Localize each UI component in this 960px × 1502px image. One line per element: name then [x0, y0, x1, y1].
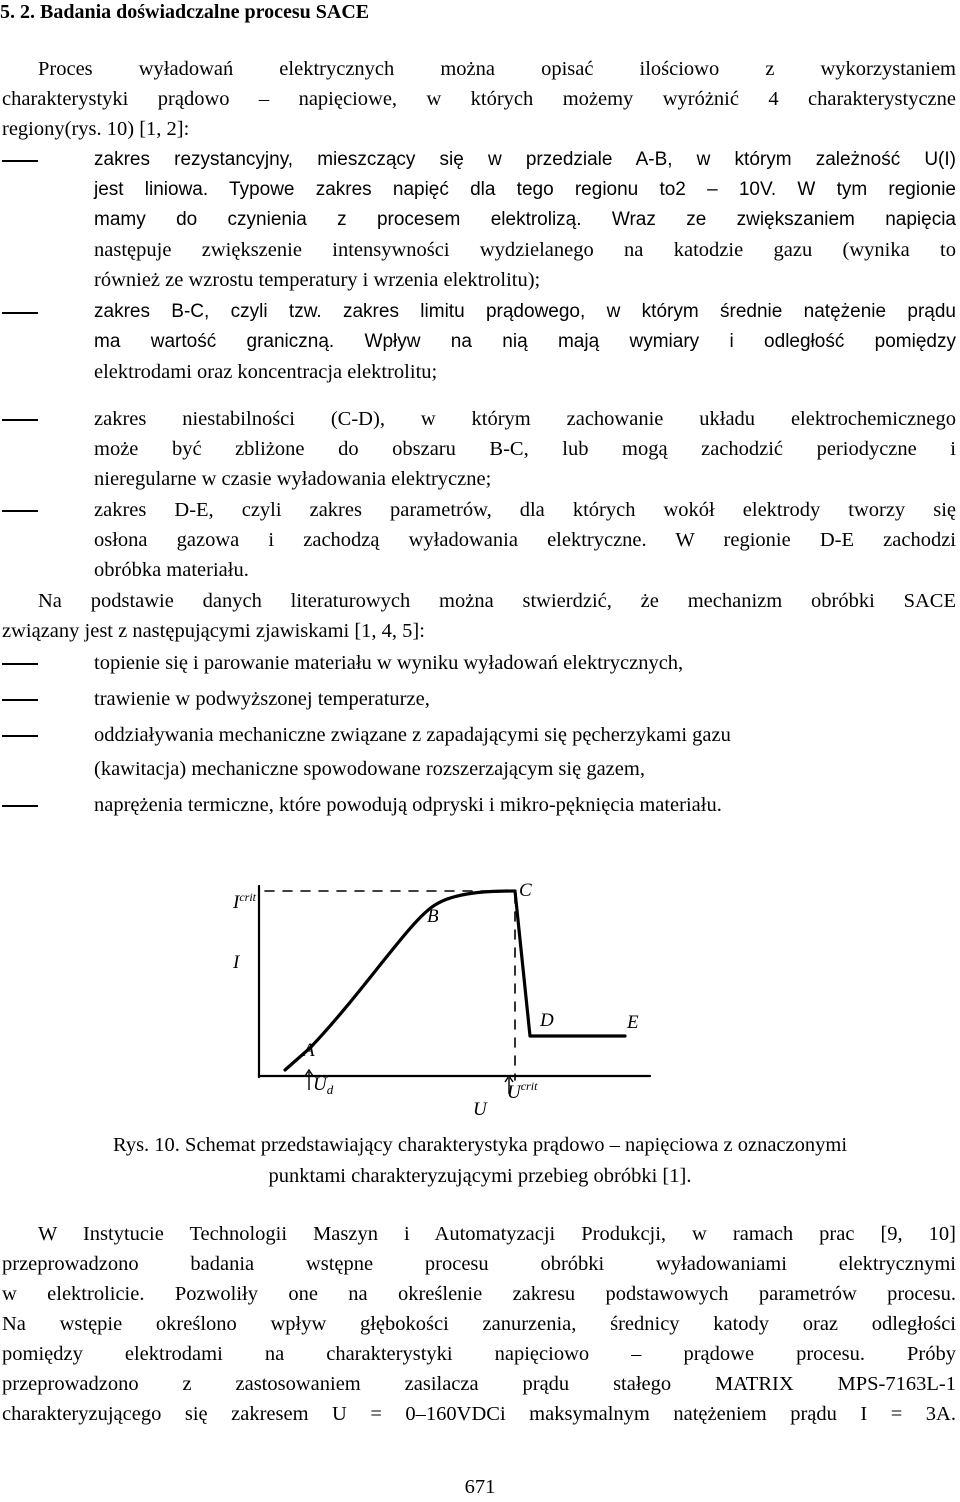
- list-item-line: może być zbliżone do obszaru B-C, lub mogą zachodzić periodyczne i: [94, 438, 956, 460]
- point-d-label: D: [540, 1010, 554, 1031]
- point-e-label: E: [627, 1012, 639, 1033]
- list-item-line: nieregularne w czasie wyładowania elektryczne;: [94, 468, 492, 490]
- list-bullet-dash: [0, 648, 64, 678]
- list-item-line: oddziaływania mechaniczne związane z zapadającymi się pęcherzykami gazu: [94, 724, 731, 746]
- final-line: charakteryzującego się zakresem U = 0–160VDCi maksymalnym natężeniem prądu I = 3A.: [2, 1403, 956, 1425]
- final-line: przeprowadzono z zastosowaniem zasilacza prądu stałego MATRIX MPS-7163L-1: [2, 1373, 956, 1395]
- ud-label: $U_d$: [313, 1074, 334, 1097]
- point-b-label: B: [427, 906, 439, 927]
- final-line: w elektrolicie. Pozwoliły one na określenie zakresu podstawowych parametrów procesu.: [2, 1283, 956, 1305]
- list-item-line: ma wartość graniczną. Wpływ na nią mają wymiary i odległość pomiędzy: [94, 331, 956, 352]
- section-heading: 5. 2. Badania doświadczalne procesu SACE: [0, 1, 370, 23]
- current-label: I: [233, 952, 240, 973]
- list-item-line: zakres B-C, czyli tzw. zakres limitu prądowego, w którym średnie natężenie prądu: [94, 301, 956, 322]
- list-item-line: naprężenia termiczne, które powodują odpryski i mikro-pęknięcia materiału.: [94, 794, 722, 816]
- list-item-line: (kawitacja) mechaniczne spowodowane rozszerzającym się gazem,: [94, 758, 645, 780]
- list-item-line: elektrodami oraz koncentracja elektrolitu;: [94, 361, 438, 383]
- list-bullet-dash: [0, 404, 64, 434]
- list-bullet-dash: [0, 720, 64, 750]
- figure-caption-line: Rys. 10. Schemat przedstawiający charakterystyka prądowo – napięciowa z oznaczonymi: [112, 1134, 848, 1156]
- list-bullet-dash: [0, 790, 64, 820]
- iv-curve: [285, 891, 625, 1070]
- list-item-line: następuje zwiększenie intensywności wydzielanego na katodzie gazu (wynika to: [94, 239, 956, 261]
- intro-line: regiony(rys. 10) [1, 2]:: [2, 118, 190, 140]
- point-a-label: A: [303, 1040, 315, 1061]
- list-item-line: jest liniowa. Typowe zakres napięć dla tego regionu to2 – 10V. W tym regionie: [94, 179, 956, 200]
- final-line: W Instytucie Technologii Maszyn i Automatyzacji Produkcji, w ramach prac [9, 10]: [38, 1223, 956, 1245]
- list-bullet-dash: [0, 684, 64, 714]
- page-number: 671: [464, 1476, 496, 1498]
- mechanism-line: związany jest z następującymi zjawiskami [1, 4, 5]:: [2, 620, 425, 642]
- icrit-label: $I^{crit}$: [233, 890, 256, 913]
- list-bullet-dash: [0, 495, 64, 525]
- list-item-line: topienie się i parowanie materiału w wyniku wyładowań elektrycznych,: [94, 652, 684, 674]
- list-item-line: trawienie w podwyższonej temperaturze,: [94, 688, 430, 710]
- mechanism-line: Na podstawie danych literaturowych można stwierdzić, że mechanizm obróbki SACE: [38, 590, 956, 612]
- list-item-line: osłona gazowa i zachodzą wyładowania elektryczne. W regionie D-E zachodzi: [94, 529, 956, 551]
- voltage-label: U: [473, 1099, 487, 1120]
- final-line: pomiędzy elektrodami na charakterystyki napięciowo – prądowe procesu. Próby: [2, 1343, 956, 1365]
- list-item-line: zakres rezystancyjny, mieszczący się w przedziale A-B, w którym zależność U(I): [94, 149, 956, 170]
- list-item-line: obróbka materiału.: [94, 559, 249, 581]
- list-bullet-dash: [0, 297, 64, 327]
- final-line: przeprowadzono badania wstępne procesu obróbki wyładowaniami elektrycznymi: [2, 1253, 956, 1275]
- list-item-line: zakres D-E, czyli zakres parametrów, dla których wokół elektrody tworzy się: [94, 499, 956, 521]
- figure-caption-line: punktami charakteryzującymi przebieg obróbki [1].: [268, 1165, 692, 1187]
- list-item-line: również ze wzrostu temperatury i wrzenia elektrolitu);: [94, 269, 541, 291]
- intro-line: Proces wyładowań elektrycznych można opisać ilościowo z wykorzystaniem: [38, 58, 956, 80]
- ud-arrow: [305, 1070, 313, 1090]
- intro-line: charakterystyki prądowo – napięciowe, w których możemy wyróżnić 4 charakterystyczne: [2, 88, 956, 110]
- list-bullet-dash: [0, 145, 64, 175]
- ucrit-label: $U^{crit}$: [507, 1079, 538, 1103]
- point-c-label: C: [519, 880, 532, 901]
- iv-characteristic-figure: [225, 880, 665, 1120]
- list-item-line: mamy do czynienia z procesem elektrolizą. Wraz ze zwiększaniem napięcia: [94, 209, 956, 230]
- final-line: Na wstępie określono wpływ głębokości zanurzenia, średnicy katody oraz odległości: [2, 1313, 956, 1335]
- list-item-line: zakres niestabilności (C-D), w którym zachowanie układu elektrochemicznego: [94, 408, 956, 430]
